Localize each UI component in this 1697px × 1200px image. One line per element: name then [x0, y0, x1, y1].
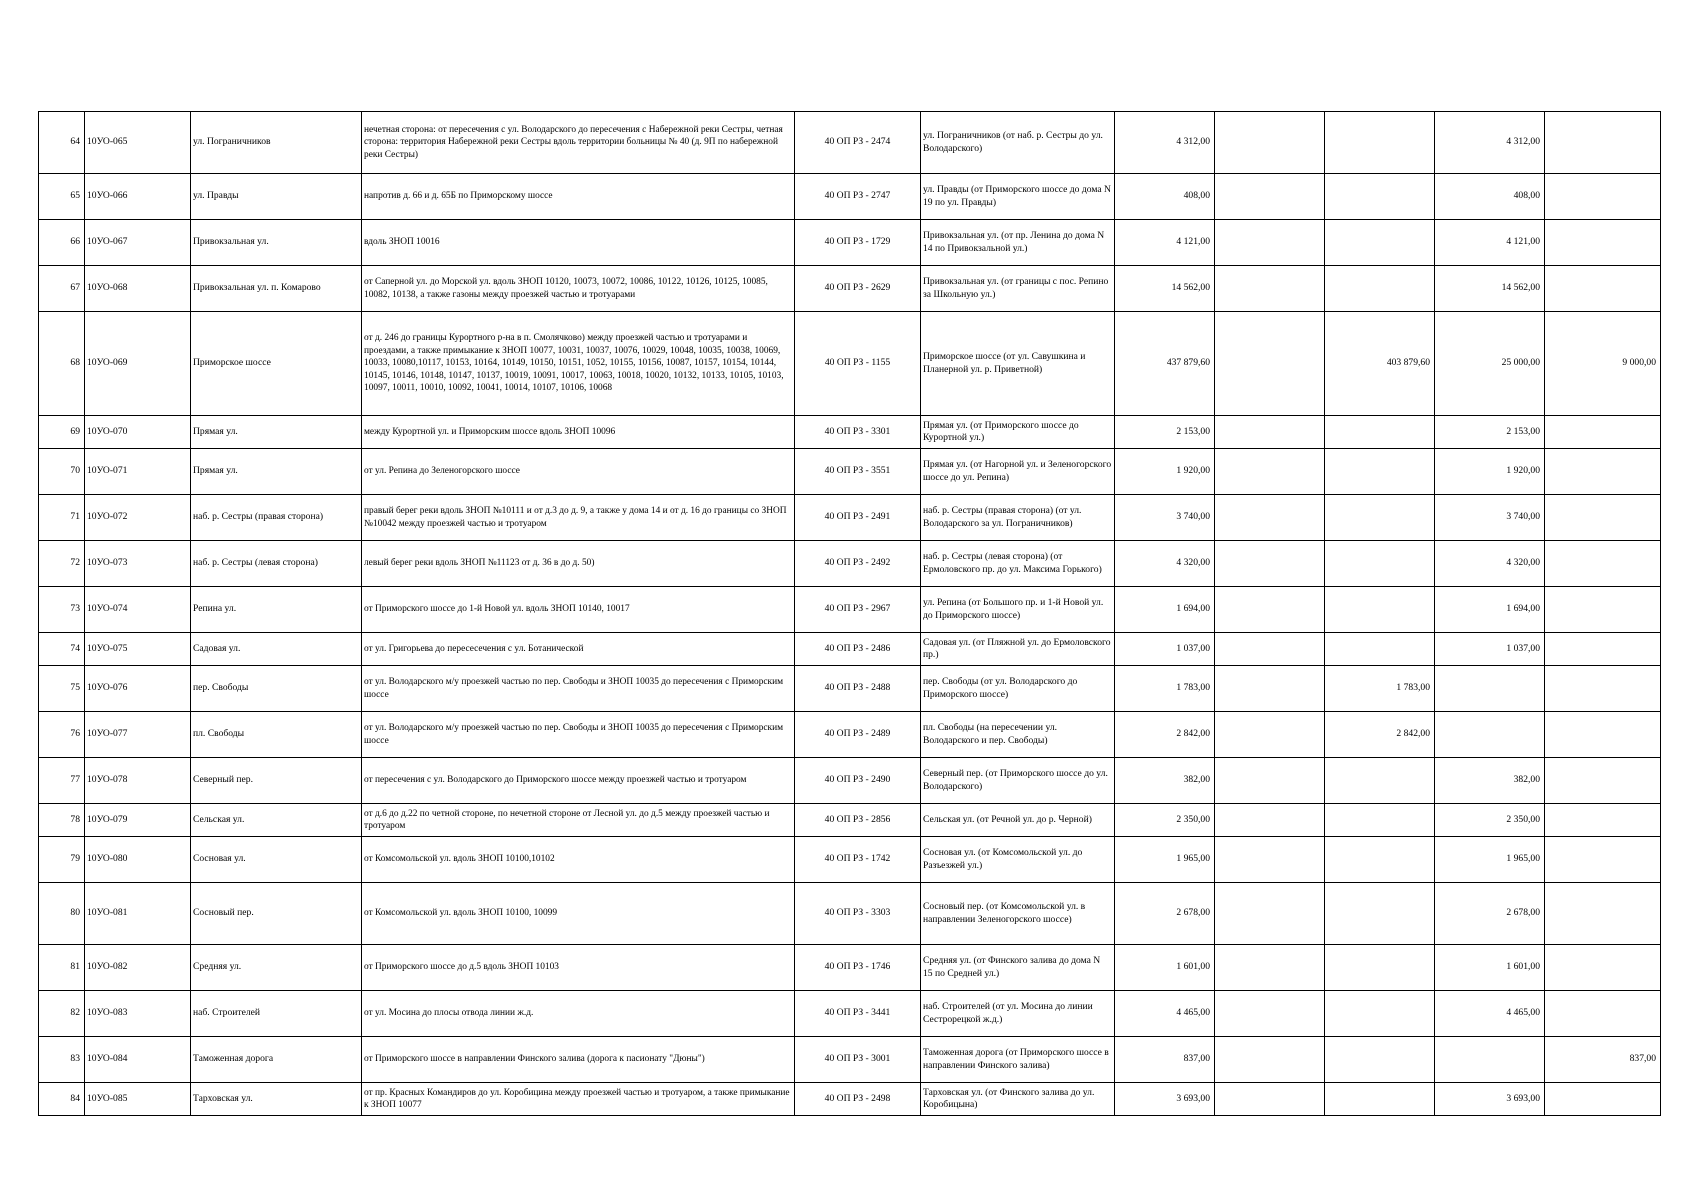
street-name: Таможенная дорога — [191, 1037, 362, 1083]
street-name: Сосновая ул. — [191, 837, 362, 883]
row-number: 74 — [39, 633, 85, 666]
table-row — [39, 633, 1661, 666]
street-name: пер. Свободы — [191, 666, 362, 712]
street-name: Сельская ул. — [191, 804, 362, 837]
table-row — [39, 112, 1661, 174]
road-registry-number: 40 ОП РЗ - 2489 — [795, 712, 921, 758]
area-col-2 — [1325, 804, 1435, 837]
object-code: 10УО-074 — [85, 587, 191, 633]
table-row — [39, 174, 1661, 220]
area-col-4 — [1545, 666, 1661, 712]
table-row — [39, 1037, 1661, 1083]
road-registry-number: 40 ОП РЗ - 3301 — [795, 416, 921, 449]
location-description: от Приморского шоссе до д.5 вдоль ЗНОП 10103 — [362, 945, 795, 991]
location-description: от пересечения с ул. Володарского до Приморского шоссе между проезжей частью и тротуаром — [362, 758, 795, 804]
road-registry-number: 40 ОП РЗ - 2498 — [795, 1083, 921, 1116]
row-number: 83 — [39, 1037, 85, 1083]
total-area: 4 465,00 — [1115, 991, 1215, 1037]
total-area: 4 312,00 — [1115, 112, 1215, 174]
road-name: ул. Правды (от Приморского шоссе до дома N 19 по ул. Правды) — [921, 174, 1115, 220]
row-number: 66 — [39, 220, 85, 266]
area-col-1 — [1215, 633, 1325, 666]
location-description: от ул. Володарского м/у проезжей частью по пер. Свободы и ЗНОП 10035 до пересечения с Приморским шоссе — [362, 712, 795, 758]
row-number: 81 — [39, 945, 85, 991]
area-col-3: 4 312,00 — [1435, 112, 1545, 174]
area-col-4 — [1545, 416, 1661, 449]
object-code: 10УО-070 — [85, 416, 191, 449]
row-number: 78 — [39, 804, 85, 837]
location-description: от д. 246 до границы Курортного р-на в п. Смолячково) между проезжей частью и тротуарами и проездами, а также примыкание к ЗНОП 10077, 10031, 10037, 10076, 10029, 10048, 10035, 10038, 10069, 10033, 10080,10117, 10153, 10164, 10149, 10150, 10151, 1052, 10155, 10156, 10087, 10157, 10154, 10144, 10145, 10146, 10148, 10147, 10137, 10019, 10091, 10017, 10063, 10018, 10020, 10132, 10133, 10105, 10103, 10097, 10011, 10010, 10092, 10041, 10014, 10107, 10106, 10068 — [362, 312, 795, 416]
area-col-4 — [1545, 587, 1661, 633]
area-col-4 — [1545, 495, 1661, 541]
area-col-3: 4 465,00 — [1435, 991, 1545, 1037]
road-registry-number: 40 ОП РЗ - 3001 — [795, 1037, 921, 1083]
road-registry-number: 40 ОП РЗ - 1155 — [795, 312, 921, 416]
road-name: Прямая ул. (от Нагорной ул. и Зеленогорского шоссе до ул. Репина) — [921, 449, 1115, 495]
table-row — [39, 758, 1661, 804]
area-col-2 — [1325, 449, 1435, 495]
road-name: наб. Строителей (от ул. Мосина до линии Сестрорецкой ж.д.) — [921, 991, 1115, 1037]
area-col-1 — [1215, 758, 1325, 804]
road-registry-number: 40 ОП РЗ - 2486 — [795, 633, 921, 666]
total-area: 1 783,00 — [1115, 666, 1215, 712]
total-area: 1 965,00 — [1115, 837, 1215, 883]
row-number: 71 — [39, 495, 85, 541]
location-description: от Комсомольской ул. вдоль ЗНОП 10100,10102 — [362, 837, 795, 883]
row-number: 82 — [39, 991, 85, 1037]
row-number: 69 — [39, 416, 85, 449]
location-description: от д.6 до д.22 по четной стороне, по нечетной стороне от Лесной ул. до д.5 между проезжей частью и тротуаром — [362, 804, 795, 837]
table-row — [39, 266, 1661, 312]
area-col-1 — [1215, 804, 1325, 837]
area-col-2 — [1325, 587, 1435, 633]
total-area: 837,00 — [1115, 1037, 1215, 1083]
road-registry-number: 40 ОП РЗ - 2747 — [795, 174, 921, 220]
object-code: 10УО-083 — [85, 991, 191, 1037]
area-col-1 — [1215, 883, 1325, 945]
location-description: левый берег реки вдоль ЗНОП №11123 от д. 36 в до д. 50) — [362, 541, 795, 587]
street-name: наб. Строителей — [191, 991, 362, 1037]
area-col-4: 837,00 — [1545, 1037, 1661, 1083]
row-number: 70 — [39, 449, 85, 495]
location-description: от ул. Володарского м/у проезжей частью по пер. Свободы и ЗНОП 10035 до пересечения с Приморским шоссе — [362, 666, 795, 712]
location-description: нечетная сторона: от пересечения с ул. Володарского до пересечения с Набережной реки Сестры, четная сторона: территория Набережной реки Сестры вдоль территории больницы № 40 (д. 9П по набережной реки Сестры) — [362, 112, 795, 174]
area-col-1 — [1215, 449, 1325, 495]
area-col-2 — [1325, 633, 1435, 666]
object-code: 10УО-067 — [85, 220, 191, 266]
total-area: 1 694,00 — [1115, 587, 1215, 633]
object-code: 10УО-084 — [85, 1037, 191, 1083]
total-area: 2 153,00 — [1115, 416, 1215, 449]
total-area: 14 562,00 — [1115, 266, 1215, 312]
row-number: 67 — [39, 266, 85, 312]
area-col-3 — [1435, 666, 1545, 712]
road-name: пл. Свободы (на пересечении ул. Володарского и пер. Свободы) — [921, 712, 1115, 758]
total-area: 3 740,00 — [1115, 495, 1215, 541]
street-name: ул. Правды — [191, 174, 362, 220]
area-col-3: 2 350,00 — [1435, 804, 1545, 837]
row-number: 65 — [39, 174, 85, 220]
area-col-4 — [1545, 1083, 1661, 1116]
location-description: от пр. Красных Командиров до ул. Коробицина между проезжей частью и тротуаром, а также примыкание к ЗНОП 10077 — [362, 1083, 795, 1116]
object-code: 10УО-075 — [85, 633, 191, 666]
area-col-4 — [1545, 758, 1661, 804]
location-description: от Саперной ул. до Морской ул. вдоль ЗНОП 10120, 10073, 10072, 10086, 10122, 10126, 10125, 10085, 10082, 10138, а также газоны между проезжей частью и тротуарами — [362, 266, 795, 312]
street-name: Прямая ул. — [191, 416, 362, 449]
area-col-2 — [1325, 220, 1435, 266]
street-name: наб. р. Сестры (левая сторона) — [191, 541, 362, 587]
road-registry-number: 40 ОП РЗ - 1729 — [795, 220, 921, 266]
area-col-1 — [1215, 712, 1325, 758]
object-code: 10УО-068 — [85, 266, 191, 312]
table-row — [39, 416, 1661, 449]
area-col-2 — [1325, 112, 1435, 174]
road-registry-number: 40 ОП РЗ - 2491 — [795, 495, 921, 541]
total-area: 4 320,00 — [1115, 541, 1215, 587]
street-name: Репина ул. — [191, 587, 362, 633]
total-area: 2 842,00 — [1115, 712, 1215, 758]
area-col-1 — [1215, 587, 1325, 633]
row-number: 84 — [39, 1083, 85, 1116]
location-description: вдоль ЗНОП 10016 — [362, 220, 795, 266]
area-col-4 — [1545, 174, 1661, 220]
area-col-4 — [1545, 266, 1661, 312]
table-row — [39, 312, 1661, 416]
row-number: 80 — [39, 883, 85, 945]
object-code: 10УО-079 — [85, 804, 191, 837]
area-col-4 — [1545, 449, 1661, 495]
street-name: Привокзальная ул. — [191, 220, 362, 266]
area-col-2 — [1325, 991, 1435, 1037]
total-area: 408,00 — [1115, 174, 1215, 220]
total-area: 4 121,00 — [1115, 220, 1215, 266]
area-col-2 — [1325, 945, 1435, 991]
area-col-1 — [1215, 220, 1325, 266]
table-row — [39, 587, 1661, 633]
total-area: 3 693,00 — [1115, 1083, 1215, 1116]
street-name: ул. Пограничников — [191, 112, 362, 174]
street-name: Приморское шоссе — [191, 312, 362, 416]
data-table — [38, 111, 1661, 1116]
street-name: Северный пер. — [191, 758, 362, 804]
road-name: пер. Свободы (от ул. Володарского до Приморского шоссе) — [921, 666, 1115, 712]
table-row — [39, 804, 1661, 837]
road-name: Сосновая ул. (от Комсомольской ул. до Разъезжей ул.) — [921, 837, 1115, 883]
street-name: Привокзальная ул. п. Комарово — [191, 266, 362, 312]
total-area: 2 350,00 — [1115, 804, 1215, 837]
table-row — [39, 945, 1661, 991]
area-col-1 — [1215, 416, 1325, 449]
area-col-3: 1 965,00 — [1435, 837, 1545, 883]
object-code: 10УО-076 — [85, 666, 191, 712]
location-description: между Курортной ул. и Приморским шоссе вдоль ЗНОП 10096 — [362, 416, 795, 449]
area-col-4: 9 000,00 — [1545, 312, 1661, 416]
area-col-4 — [1545, 633, 1661, 666]
total-area: 2 678,00 — [1115, 883, 1215, 945]
object-code: 10УО-085 — [85, 1083, 191, 1116]
object-code: 10УО-073 — [85, 541, 191, 587]
area-col-3 — [1435, 1037, 1545, 1083]
total-area: 1 601,00 — [1115, 945, 1215, 991]
object-code: 10УО-077 — [85, 712, 191, 758]
row-number: 68 — [39, 312, 85, 416]
road-registry-number: 40 ОП РЗ - 2490 — [795, 758, 921, 804]
area-col-4 — [1545, 991, 1661, 1037]
street-name: наб. р. Сестры (правая сторона) — [191, 495, 362, 541]
area-col-3: 3 693,00 — [1435, 1083, 1545, 1116]
road-registry-number: 40 ОП РЗ - 3441 — [795, 991, 921, 1037]
row-number: 64 — [39, 112, 85, 174]
road-name: ул. Пограничников (от наб. р. Сестры до ул. Володарского) — [921, 112, 1115, 174]
area-col-2 — [1325, 1083, 1435, 1116]
area-col-1 — [1215, 837, 1325, 883]
table-row — [39, 220, 1661, 266]
street-name: пл. Свободы — [191, 712, 362, 758]
table-row — [39, 666, 1661, 712]
area-col-2: 403 879,60 — [1325, 312, 1435, 416]
road-name: Приморское шоссе (от ул. Савушкина и Планерной ул. р. Приветной) — [921, 312, 1115, 416]
road-name: Сосновый пер. (от Комсомольской ул. в направлении Зеленогорского шоссе) — [921, 883, 1115, 945]
road-registry-number: 40 ОП РЗ - 3551 — [795, 449, 921, 495]
row-number: 72 — [39, 541, 85, 587]
area-col-1 — [1215, 112, 1325, 174]
area-col-4 — [1545, 220, 1661, 266]
row-number: 75 — [39, 666, 85, 712]
area-col-1 — [1215, 541, 1325, 587]
object-code: 10УО-078 — [85, 758, 191, 804]
area-col-1 — [1215, 666, 1325, 712]
object-code: 10УО-082 — [85, 945, 191, 991]
object-code: 10УО-065 — [85, 112, 191, 174]
table-row — [39, 449, 1661, 495]
area-col-4 — [1545, 837, 1661, 883]
area-col-4 — [1545, 945, 1661, 991]
row-number: 79 — [39, 837, 85, 883]
area-col-3: 2 678,00 — [1435, 883, 1545, 945]
area-col-4 — [1545, 541, 1661, 587]
area-col-3: 14 562,00 — [1435, 266, 1545, 312]
area-col-3: 25 000,00 — [1435, 312, 1545, 416]
location-description: от Приморского шоссе в направлении Финского залива (дорога к пасионату "Дюны") — [362, 1037, 795, 1083]
street-name: Сосновый пер. — [191, 883, 362, 945]
area-col-1 — [1215, 495, 1325, 541]
road-registry-number: 40 ОП РЗ - 1742 — [795, 837, 921, 883]
area-col-2 — [1325, 266, 1435, 312]
road-name: Прямая ул. (от Приморского шоссе до Курортной ул.) — [921, 416, 1115, 449]
area-col-3: 1 694,00 — [1435, 587, 1545, 633]
location-description: от ул. Репина до Зеленогорского шоссе — [362, 449, 795, 495]
location-description: напротив д. 66 и д. 65Б по Приморскому шоссе — [362, 174, 795, 220]
road-name: Средняя ул. (от Финского залива до дома N 15 по Средней ул.) — [921, 945, 1115, 991]
road-name: Тарховская ул. (от Финского залива до ул. Коробицына) — [921, 1083, 1115, 1116]
table-row — [39, 495, 1661, 541]
area-col-3: 3 740,00 — [1435, 495, 1545, 541]
total-area: 382,00 — [1115, 758, 1215, 804]
location-description: правый берег реки вдоль ЗНОП №10111 и от д.3 до д. 9, а также у дома 14 и от д. 16 до границы со ЗНОП №10042 между проезжей частью и тротуаром — [362, 495, 795, 541]
road-registry-number: 40 ОП РЗ - 2629 — [795, 266, 921, 312]
road-name: Привокзальная ул. (от пр. Ленина до дома N 14 по Привокзальной ул.) — [921, 220, 1115, 266]
area-col-1 — [1215, 1083, 1325, 1116]
road-registry-number: 40 ОП РЗ - 2492 — [795, 541, 921, 587]
location-description: от ул. Григорьева до пересесечения с ул. Ботанической — [362, 633, 795, 666]
road-name: Северный пер. (от Приморского шоссе до ул. Володарского) — [921, 758, 1115, 804]
area-col-3: 2 153,00 — [1435, 416, 1545, 449]
total-area: 1 037,00 — [1115, 633, 1215, 666]
location-description: от Комсомольской ул. вдоль ЗНОП 10100, 10099 — [362, 883, 795, 945]
road-registry-number: 40 ОП РЗ - 2967 — [795, 587, 921, 633]
area-col-1 — [1215, 174, 1325, 220]
road-name: ул. Репина (от Большого пр. и 1-й Новой ул. до Приморского шоссе) — [921, 587, 1115, 633]
area-col-2: 1 783,00 — [1325, 666, 1435, 712]
road-name: Сельская ул. (от Речной ул. до р. Черной) — [921, 804, 1115, 837]
object-code: 10УО-072 — [85, 495, 191, 541]
area-col-1 — [1215, 945, 1325, 991]
road-registry-number: 40 ОП РЗ - 1746 — [795, 945, 921, 991]
road-registry-number: 40 ОП РЗ - 2474 — [795, 112, 921, 174]
area-col-1 — [1215, 312, 1325, 416]
area-col-2 — [1325, 174, 1435, 220]
road-registry-number: 40 ОП РЗ - 2488 — [795, 666, 921, 712]
area-col-3: 1 920,00 — [1435, 449, 1545, 495]
area-col-1 — [1215, 991, 1325, 1037]
table-row — [39, 991, 1661, 1037]
area-col-2 — [1325, 416, 1435, 449]
street-name: Садовая ул. — [191, 633, 362, 666]
area-col-3: 382,00 — [1435, 758, 1545, 804]
area-col-3: 4 320,00 — [1435, 541, 1545, 587]
area-col-3: 1 037,00 — [1435, 633, 1545, 666]
area-col-4 — [1545, 804, 1661, 837]
object-code: 10УО-071 — [85, 449, 191, 495]
row-number: 77 — [39, 758, 85, 804]
area-col-2 — [1325, 495, 1435, 541]
object-code: 10УО-081 — [85, 883, 191, 945]
area-col-2 — [1325, 883, 1435, 945]
object-code: 10УО-069 — [85, 312, 191, 416]
area-col-1 — [1215, 266, 1325, 312]
area-col-2: 2 842,00 — [1325, 712, 1435, 758]
road-name: Садовая ул. (от Пляжной ул. до Ермоловского пр.) — [921, 633, 1115, 666]
area-col-2 — [1325, 541, 1435, 587]
location-description: от ул. Мосина до плосы отвода линии ж.д. — [362, 991, 795, 1037]
row-number: 76 — [39, 712, 85, 758]
street-name: Тарховская ул. — [191, 1083, 362, 1116]
street-name: Прямая ул. — [191, 449, 362, 495]
road-registry-number: 40 ОП РЗ - 3303 — [795, 883, 921, 945]
area-col-3: 1 601,00 — [1435, 945, 1545, 991]
area-col-2 — [1325, 1037, 1435, 1083]
object-code: 10УО-066 — [85, 174, 191, 220]
table-row — [39, 837, 1661, 883]
road-name: наб. р. Сестры (левая сторона) (от Ермоловского пр. до ул. Максима Горького) — [921, 541, 1115, 587]
street-name: Средняя ул. — [191, 945, 362, 991]
area-col-4 — [1545, 712, 1661, 758]
road-name: наб. р. Сестры (правая сторона) (от ул. Володарского за ул. Пограничников) — [921, 495, 1115, 541]
area-col-4 — [1545, 883, 1661, 945]
row-number: 73 — [39, 587, 85, 633]
road-registry-number: 40 ОП РЗ - 2856 — [795, 804, 921, 837]
road-name: Привокзальная ул. (от границы с пос. Репино за Школьную ул.) — [921, 266, 1115, 312]
area-col-2 — [1325, 758, 1435, 804]
area-col-3: 4 121,00 — [1435, 220, 1545, 266]
area-col-1 — [1215, 1037, 1325, 1083]
total-area: 437 879,60 — [1115, 312, 1215, 416]
table-row — [39, 541, 1661, 587]
area-col-3 — [1435, 712, 1545, 758]
area-col-2 — [1325, 837, 1435, 883]
table-row — [39, 883, 1661, 945]
area-col-3: 408,00 — [1435, 174, 1545, 220]
location-description: от Приморского шоссе до 1-й Новой ул. вдоль ЗНОП 10140, 10017 — [362, 587, 795, 633]
table-row — [39, 1083, 1661, 1116]
road-name: Таможенная дорога (от Приморского шоссе в направлении Финского залива) — [921, 1037, 1115, 1083]
area-col-4 — [1545, 112, 1661, 174]
object-code: 10УО-080 — [85, 837, 191, 883]
total-area: 1 920,00 — [1115, 449, 1215, 495]
table-row — [39, 712, 1661, 758]
